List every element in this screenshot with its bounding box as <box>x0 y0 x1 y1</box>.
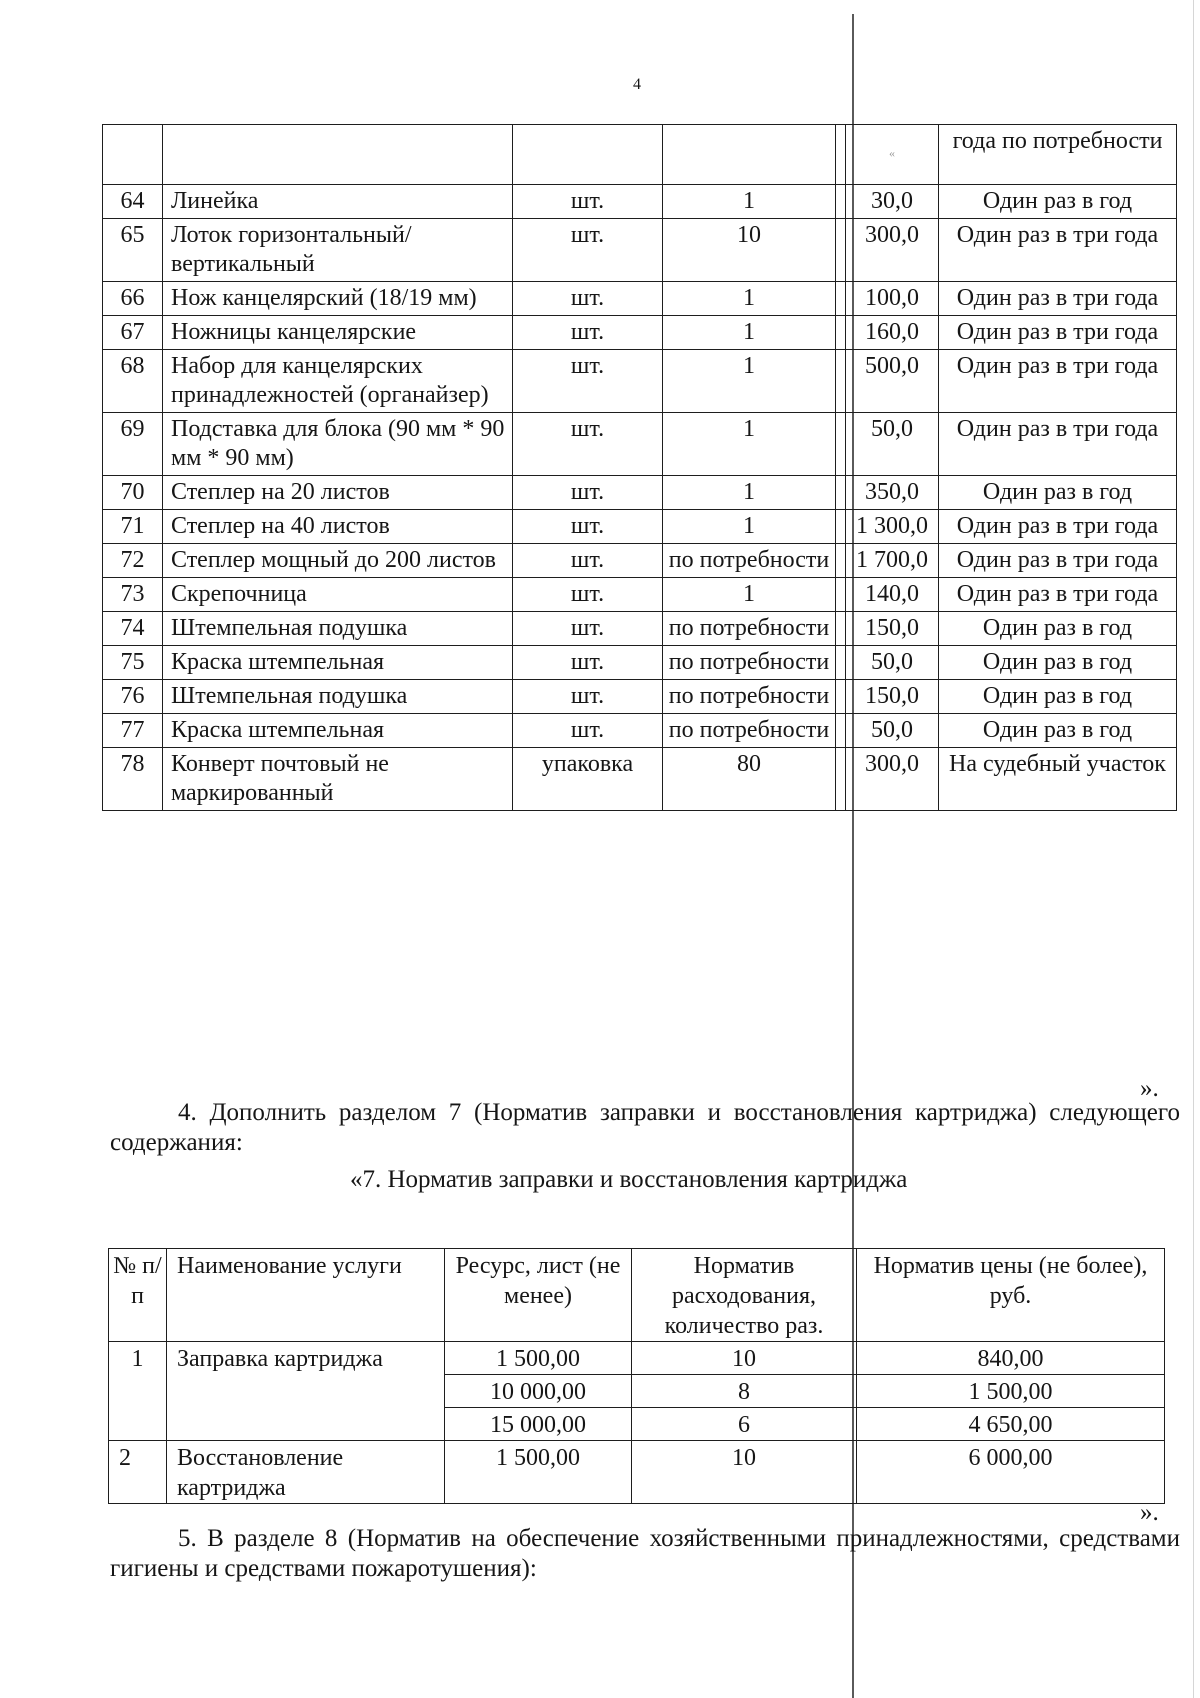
row-number: 71 <box>103 510 163 544</box>
row-number: 73 <box>103 578 163 612</box>
unit-cell: шт. <box>513 714 663 748</box>
period-cell: Один раз в год <box>939 612 1177 646</box>
column-divider <box>836 219 846 282</box>
period-cell: Один раз в год <box>939 680 1177 714</box>
quantity-cell: 1 <box>663 413 836 476</box>
price-value: 840,00 <box>857 1342 1165 1375</box>
resource-value: 15 000,00 <box>445 1408 632 1441</box>
period-cell: Один раз в три года <box>939 219 1177 282</box>
table-row <box>103 748 1177 811</box>
period-cell: На судебный участок <box>939 748 1177 811</box>
price-cell: 1 700,0 <box>846 544 939 578</box>
period-cell: Один раз в год <box>939 646 1177 680</box>
row-number: 74 <box>103 612 163 646</box>
column-divider <box>836 748 846 811</box>
item-name: Ножницы канцелярские <box>163 316 513 350</box>
item-name: Штемпельная подушка <box>163 612 513 646</box>
column-divider <box>836 544 846 578</box>
quantity-cell: 1 <box>663 476 836 510</box>
resource-value: 1 500,00 <box>445 1342 632 1375</box>
col-price-header: Норматив цены (не более), руб. <box>857 1249 1165 1342</box>
service-name: Восстановление картриджа <box>167 1441 445 1504</box>
unit-cell: шт. <box>513 476 663 510</box>
item-name: Нож канцелярский (18/19 мм) <box>163 282 513 316</box>
price-cell: 100,0 <box>846 282 939 316</box>
table-row <box>103 680 1177 714</box>
table-row <box>103 646 1177 680</box>
item-name: Степлер на 20 листов <box>163 476 513 510</box>
table-row <box>103 510 1177 544</box>
usage-value: 10 <box>632 1342 857 1375</box>
period-cell: Один раз в год <box>939 714 1177 748</box>
scan-edge-line <box>1193 0 1194 1698</box>
column-divider <box>836 413 846 476</box>
usage-value: 6 <box>632 1408 857 1441</box>
cartridge-table <box>108 1248 1165 1504</box>
resource-value: 10 000,00 <box>445 1375 632 1408</box>
page-number: 4 <box>633 76 641 93</box>
quantity-cell: 1 <box>663 510 836 544</box>
price-cell: 160,0 <box>846 316 939 350</box>
resource-value: 1 500,00 <box>445 1441 632 1504</box>
scan-mark: « <box>846 125 939 185</box>
item-name: Степлер на 40 листов <box>163 510 513 544</box>
quantity-cell: по потребности <box>663 714 836 748</box>
item-name: Краска штемпельная <box>163 646 513 680</box>
quantity-cell: 10 <box>663 219 836 282</box>
price-cell: 300,0 <box>846 748 939 811</box>
row-number: 75 <box>103 646 163 680</box>
price-value: 6 000,00 <box>857 1441 1165 1504</box>
item-name: Штемпельная подушка <box>163 680 513 714</box>
price-cell: 50,0 <box>846 646 939 680</box>
column-divider <box>836 646 846 680</box>
table-row <box>103 476 1177 510</box>
column-divider <box>836 510 846 544</box>
table-row <box>103 185 1177 219</box>
price-cell: 140,0 <box>846 578 939 612</box>
unit-cell: шт. <box>513 612 663 646</box>
col-service-header: Наименование услуги <box>167 1249 445 1342</box>
row-number: 77 <box>103 714 163 748</box>
row-number: 66 <box>103 282 163 316</box>
stationery-table <box>102 124 1177 811</box>
row-number: 64 <box>103 185 163 219</box>
item-name: Степлер мощный до 200 листов <box>163 544 513 578</box>
table-row <box>103 125 1177 185</box>
column-divider <box>836 578 846 612</box>
item-name: Конверт почтовый не маркированный <box>163 748 513 811</box>
item-name: Лоток горизонтальный/ вертикальный <box>163 219 513 282</box>
usage-value: 10 <box>632 1441 857 1504</box>
price-cell: 150,0 <box>846 612 939 646</box>
row-number: 70 <box>103 476 163 510</box>
table-row <box>103 413 1177 476</box>
quantity-cell: по потребности <box>663 680 836 714</box>
table-row <box>103 350 1177 413</box>
unit-cell: шт. <box>513 350 663 413</box>
column-divider <box>836 476 846 510</box>
row-number: 67 <box>103 316 163 350</box>
unit-cell: шт. <box>513 282 663 316</box>
period-cell: года по потребности <box>939 125 1177 185</box>
table-row <box>103 714 1177 748</box>
unit-cell: шт. <box>513 316 663 350</box>
table-row <box>109 1342 1165 1375</box>
period-cell: Один раз в год <box>939 476 1177 510</box>
quantity-cell: 1 <box>663 350 836 413</box>
row-number: 69 <box>103 413 163 476</box>
period-cell: Один раз в три года <box>939 316 1177 350</box>
column-divider <box>836 350 846 413</box>
price-cell: 150,0 <box>846 680 939 714</box>
paragraph-5: 5. В разделе 8 (Норматив на обеспечение хозяйственными принадлежностями, средствами гигиены и средствами пожаротушения): <box>110 1525 1180 1582</box>
quantity-cell: 80 <box>663 748 836 811</box>
item-name: Набор для канцелярских принадлежностей (органайзер) <box>163 350 513 413</box>
paragraph-4: 4. Дополнить разделом 7 (Норматив заправки и восстановления картриджа) следующего содержания: <box>110 1099 1180 1156</box>
unit-cell: шт. <box>513 578 663 612</box>
unit-cell: шт. <box>513 680 663 714</box>
price-cell: 50,0 <box>846 714 939 748</box>
table-row <box>109 1441 1165 1504</box>
table-row <box>103 544 1177 578</box>
column-divider <box>836 714 846 748</box>
price-cell: 300,0 <box>846 219 939 282</box>
column-divider <box>836 680 846 714</box>
unit-cell: упаковка <box>513 748 663 811</box>
row-number: 78 <box>103 748 163 811</box>
col-usage-header: Норматив расходования, количество раз. <box>632 1249 857 1342</box>
price-value: 4 650,00 <box>857 1408 1165 1441</box>
section-7-title: «7. Норматив заправки и восстановления картриджа <box>350 1166 908 1193</box>
item-name: Скрепочница <box>163 578 513 612</box>
item-name: Краска штемпельная <box>163 714 513 748</box>
item-name: Линейка <box>163 185 513 219</box>
column-divider <box>836 612 846 646</box>
table-row <box>103 316 1177 350</box>
price-cell: 500,0 <box>846 350 939 413</box>
table-row <box>103 219 1177 282</box>
col-resource-header: Ресурс, лист (не менее) <box>445 1249 632 1342</box>
period-cell: Один раз в три года <box>939 510 1177 544</box>
column-divider <box>836 185 846 219</box>
quantity-cell: по потребности <box>663 544 836 578</box>
unit-cell: шт. <box>513 544 663 578</box>
service-name: Заправка картриджа <box>167 1342 445 1441</box>
period-cell: Один раз в три года <box>939 282 1177 316</box>
unit-cell: шт. <box>513 185 663 219</box>
period-cell: Один раз в год <box>939 185 1177 219</box>
row-num: 1 <box>109 1342 167 1441</box>
price-value: 1 500,00 <box>857 1375 1165 1408</box>
period-cell: Один раз в три года <box>939 413 1177 476</box>
price-cell: 1 300,0 <box>846 510 939 544</box>
price-cell: 350,0 <box>846 476 939 510</box>
column-divider <box>836 316 846 350</box>
quantity-cell: по потребности <box>663 612 836 646</box>
period-cell: Один раз в три года <box>939 544 1177 578</box>
unit-cell: шт. <box>513 219 663 282</box>
period-cell: Один раз в три года <box>939 578 1177 612</box>
price-cell: 30,0 <box>846 185 939 219</box>
quantity-cell: 1 <box>663 185 836 219</box>
item-name: Подставка для блока (90 мм * 90 мм * 90 мм) <box>163 413 513 476</box>
quantity-cell: 1 <box>663 316 836 350</box>
col-num-header: № п/п <box>109 1249 167 1342</box>
row-number: 68 <box>103 350 163 413</box>
table-row <box>103 282 1177 316</box>
quantity-cell: по потребности <box>663 646 836 680</box>
table-header-row <box>109 1249 1165 1342</box>
quantity-cell: 1 <box>663 578 836 612</box>
usage-value: 8 <box>632 1375 857 1408</box>
period-cell: Один раз в три года <box>939 350 1177 413</box>
table-row <box>103 612 1177 646</box>
row-number: 72 <box>103 544 163 578</box>
row-number: 76 <box>103 680 163 714</box>
row-num: 2 <box>109 1441 167 1504</box>
unit-cell: шт. <box>513 413 663 476</box>
column-divider <box>836 282 846 316</box>
quantity-cell: 1 <box>663 282 836 316</box>
unit-cell: шт. <box>513 510 663 544</box>
closing-quote: ». <box>1140 1075 1159 1102</box>
closing-quote-2: ». <box>1140 1499 1159 1526</box>
table-row <box>103 578 1177 612</box>
unit-cell: шт. <box>513 646 663 680</box>
row-number: 65 <box>103 219 163 282</box>
price-cell: 50,0 <box>846 413 939 476</box>
